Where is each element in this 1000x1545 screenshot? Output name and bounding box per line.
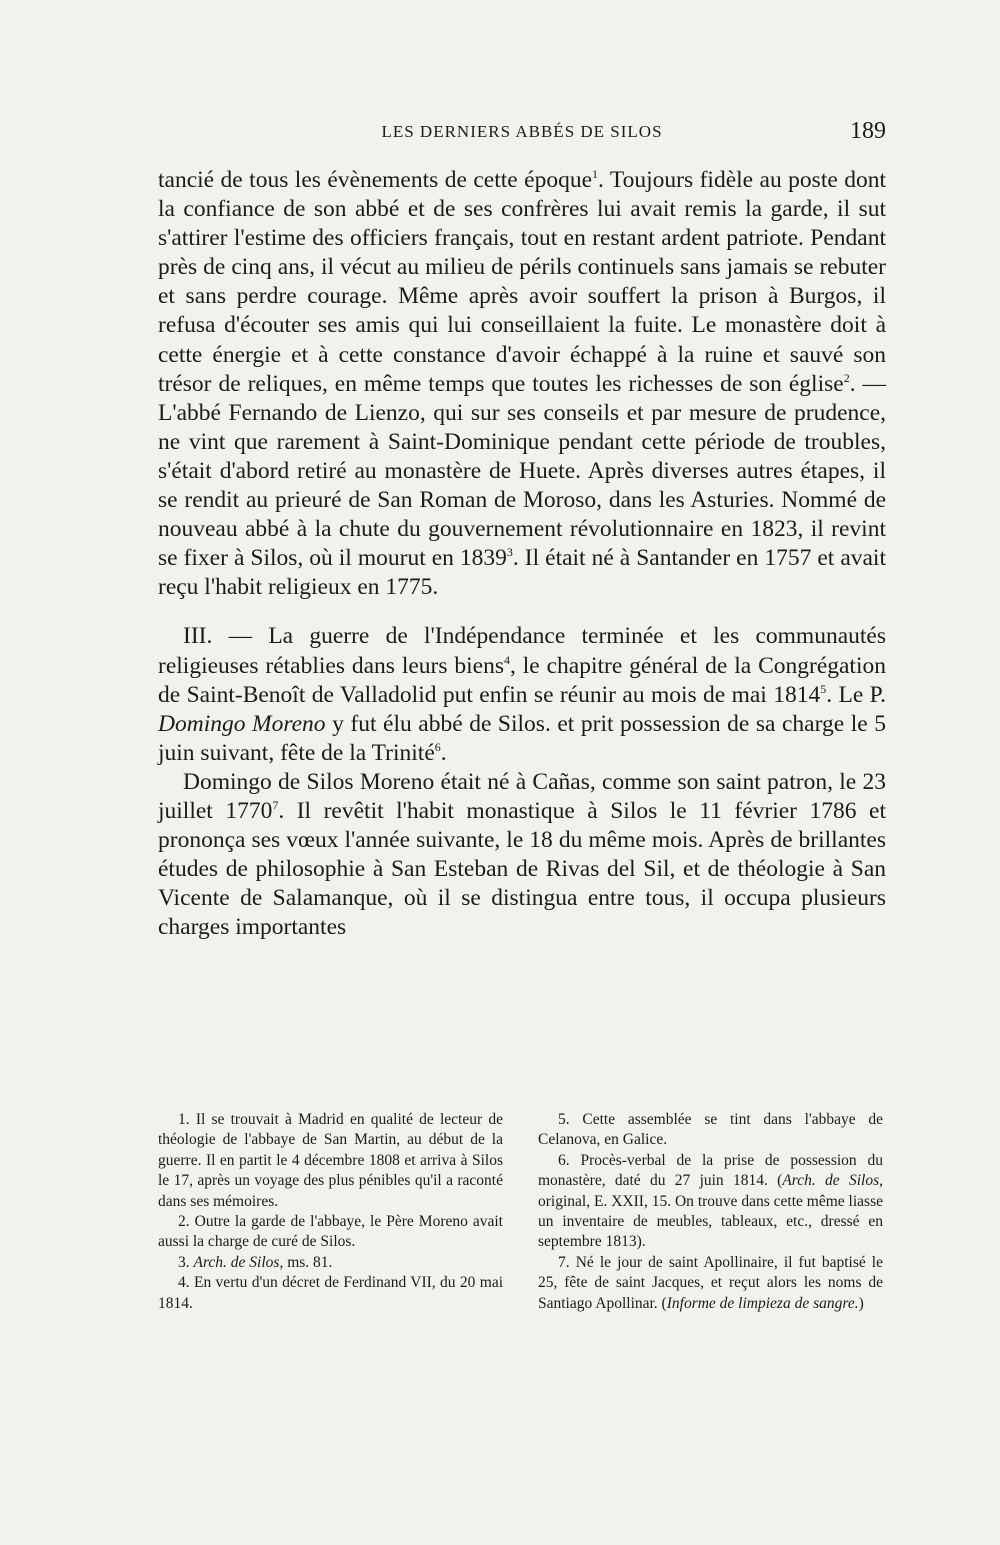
footnote-2: 2. Outre la garde de l'abbaye, le Père Moreno avait aussi la charge de curé de Silos. — [158, 1213, 503, 1251]
footnote-4: 4. En vertu d'un décret de Ferdinand VII, du 20 mai 1814. — [158, 1274, 503, 1312]
source-citation: Informe de limpieza de sangre. — [666, 1294, 859, 1312]
archive-citation: Arch. de Silos — [782, 1172, 880, 1190]
footnotes-left-column — [158, 1110, 503, 1314]
text-run: . — L'abbé Fernando de Lienzo, qui sur ses conseils et par mesure de prudence, ne vint que rarement à Saint-Dominique pendant cette période de troubles, s'était d'abord retiré au monastère de Huete. Après diverses autres étapes, il se rendit au prieuré de San Roman de Moroso, dans les Asturies. Nommé de nouveau abbé à la chute du gouvernement révolutionnaire en 1823, il revint se fixer à Silos, où il mourut en 1839 — [158, 370, 887, 572]
paragraph-3 — [158, 768, 886, 943]
text-run: III. — La guerre de l'Indépendance terminée et les communautés religieuses rétablies dans leurs biens — [158, 623, 886, 679]
main-text — [158, 166, 886, 942]
text-run: . — [440, 739, 447, 766]
text-run: Domingo de Silos Moreno était né à Cañas, comme son saint patron, le 23 juillet 1770 — [158, 768, 886, 824]
text-run: , original, E. XXII, 15. On trouve dans cette même liasse un inventaire de meubles, tableaux, etc., dressé en septembre 1813). — [538, 1172, 883, 1251]
text-run: , le chapitre général de la Congrégation de Saint-Benoît de Valladolid put enfin se réunir au mois de mai 1814 — [158, 652, 886, 708]
text-run: 3. — [178, 1253, 194, 1271]
text-run: y fut élu abbé de Silos. et prit possession de sa charge le 5 juin suivant, fête de la Trinité — [158, 710, 886, 766]
text-run: ) — [858, 1294, 864, 1312]
text-run: . Le P. — [826, 681, 886, 708]
paragraph-1 — [158, 166, 886, 602]
abbot-name: Domingo Moreno — [158, 710, 326, 737]
text-run: 6. Procès-verbal de la prise de possession du monastère, daté du 27 juin 1814. ( — [538, 1151, 883, 1190]
running-title: LES DERNIERS ABBÉS DE SILOS — [381, 122, 663, 141]
text-run: 7. Né le jour de saint Apollinaire, il fut baptisé le 25, fête de saint Jacques, et reçut alors les noms de Santiago Apollinar. ( — [538, 1253, 883, 1312]
footnote-7 — [538, 1253, 883, 1314]
footnote-3 — [158, 1253, 503, 1273]
running-head — [158, 118, 886, 148]
footnote-5: 5. Cette assemblée se tint dans l'abbaye de Celanova, en Galice. — [538, 1111, 883, 1149]
footnote-ref-6: 6 — [434, 739, 441, 754]
footnote-ref-2: 2 — [843, 370, 850, 385]
page-number: 189 — [850, 118, 886, 144]
text-run: . Il était né à Santander en 1757 et avait reçu l'habit religieux en 1775. — [158, 545, 886, 601]
footnote-6 — [538, 1151, 883, 1253]
text-run: . Il revêtit l'habit monastique à Silos le 11 février 1786 et prononça ses vœux l'année suivante, le 18 du même mois. Après de brillantes études de philosophie à San Esteban de Rivas del Sil, et de théologie à San Vicente de Salamanque, où il se distingua entre tous, il occupa plusieurs charges importantes — [158, 797, 886, 941]
archive-citation: Arch. de Silos — [193, 1253, 280, 1271]
footnote-ref-7: 7 — [272, 798, 279, 813]
footnote-ref-1: 1 — [592, 167, 599, 182]
footnote-ref-3: 3 — [506, 545, 513, 560]
text-run: , ms. 81. — [279, 1253, 333, 1271]
paragraph-2 — [158, 622, 886, 767]
text-run: tancié de tous les évènements de cette époque — [158, 167, 593, 193]
footnote-ref-5: 5 — [820, 681, 827, 696]
footnote-1: 1. Il se trouvait à Madrid en qualité de lecteur de théologie de l'abbaye de San Martin, au début de la guerre. Il en partit le 4 décembre 1808 et arriva à Silos le 17, après un voyage des plus pénibles qu'il a raconté dans ses mémoires. — [158, 1111, 503, 1210]
footnotes-right-column — [538, 1110, 883, 1314]
footnote-ref-4: 4 — [503, 652, 510, 667]
text-run: . Toujours fidèle au poste dont la confiance de son abbé et de ses confrères lui avait remis la garde, il sut s'attirer l'estime des officiers français, tout en restant ardent patriote. Pendant près de cinq ans, il vécut au milieu de périls continuels sans jamais se rebuter et sans perdre courage. Même après avoir souffert la prison à Burgos, il refusa d'écouter ses amis qui lui conseillaient la fuite. Le monastère doit à cette énergie et à cette constance d'avoir échappé à la ruine et sauvé son trésor de reliques, en même temps que toutes les richesses de son église — [158, 167, 887, 397]
